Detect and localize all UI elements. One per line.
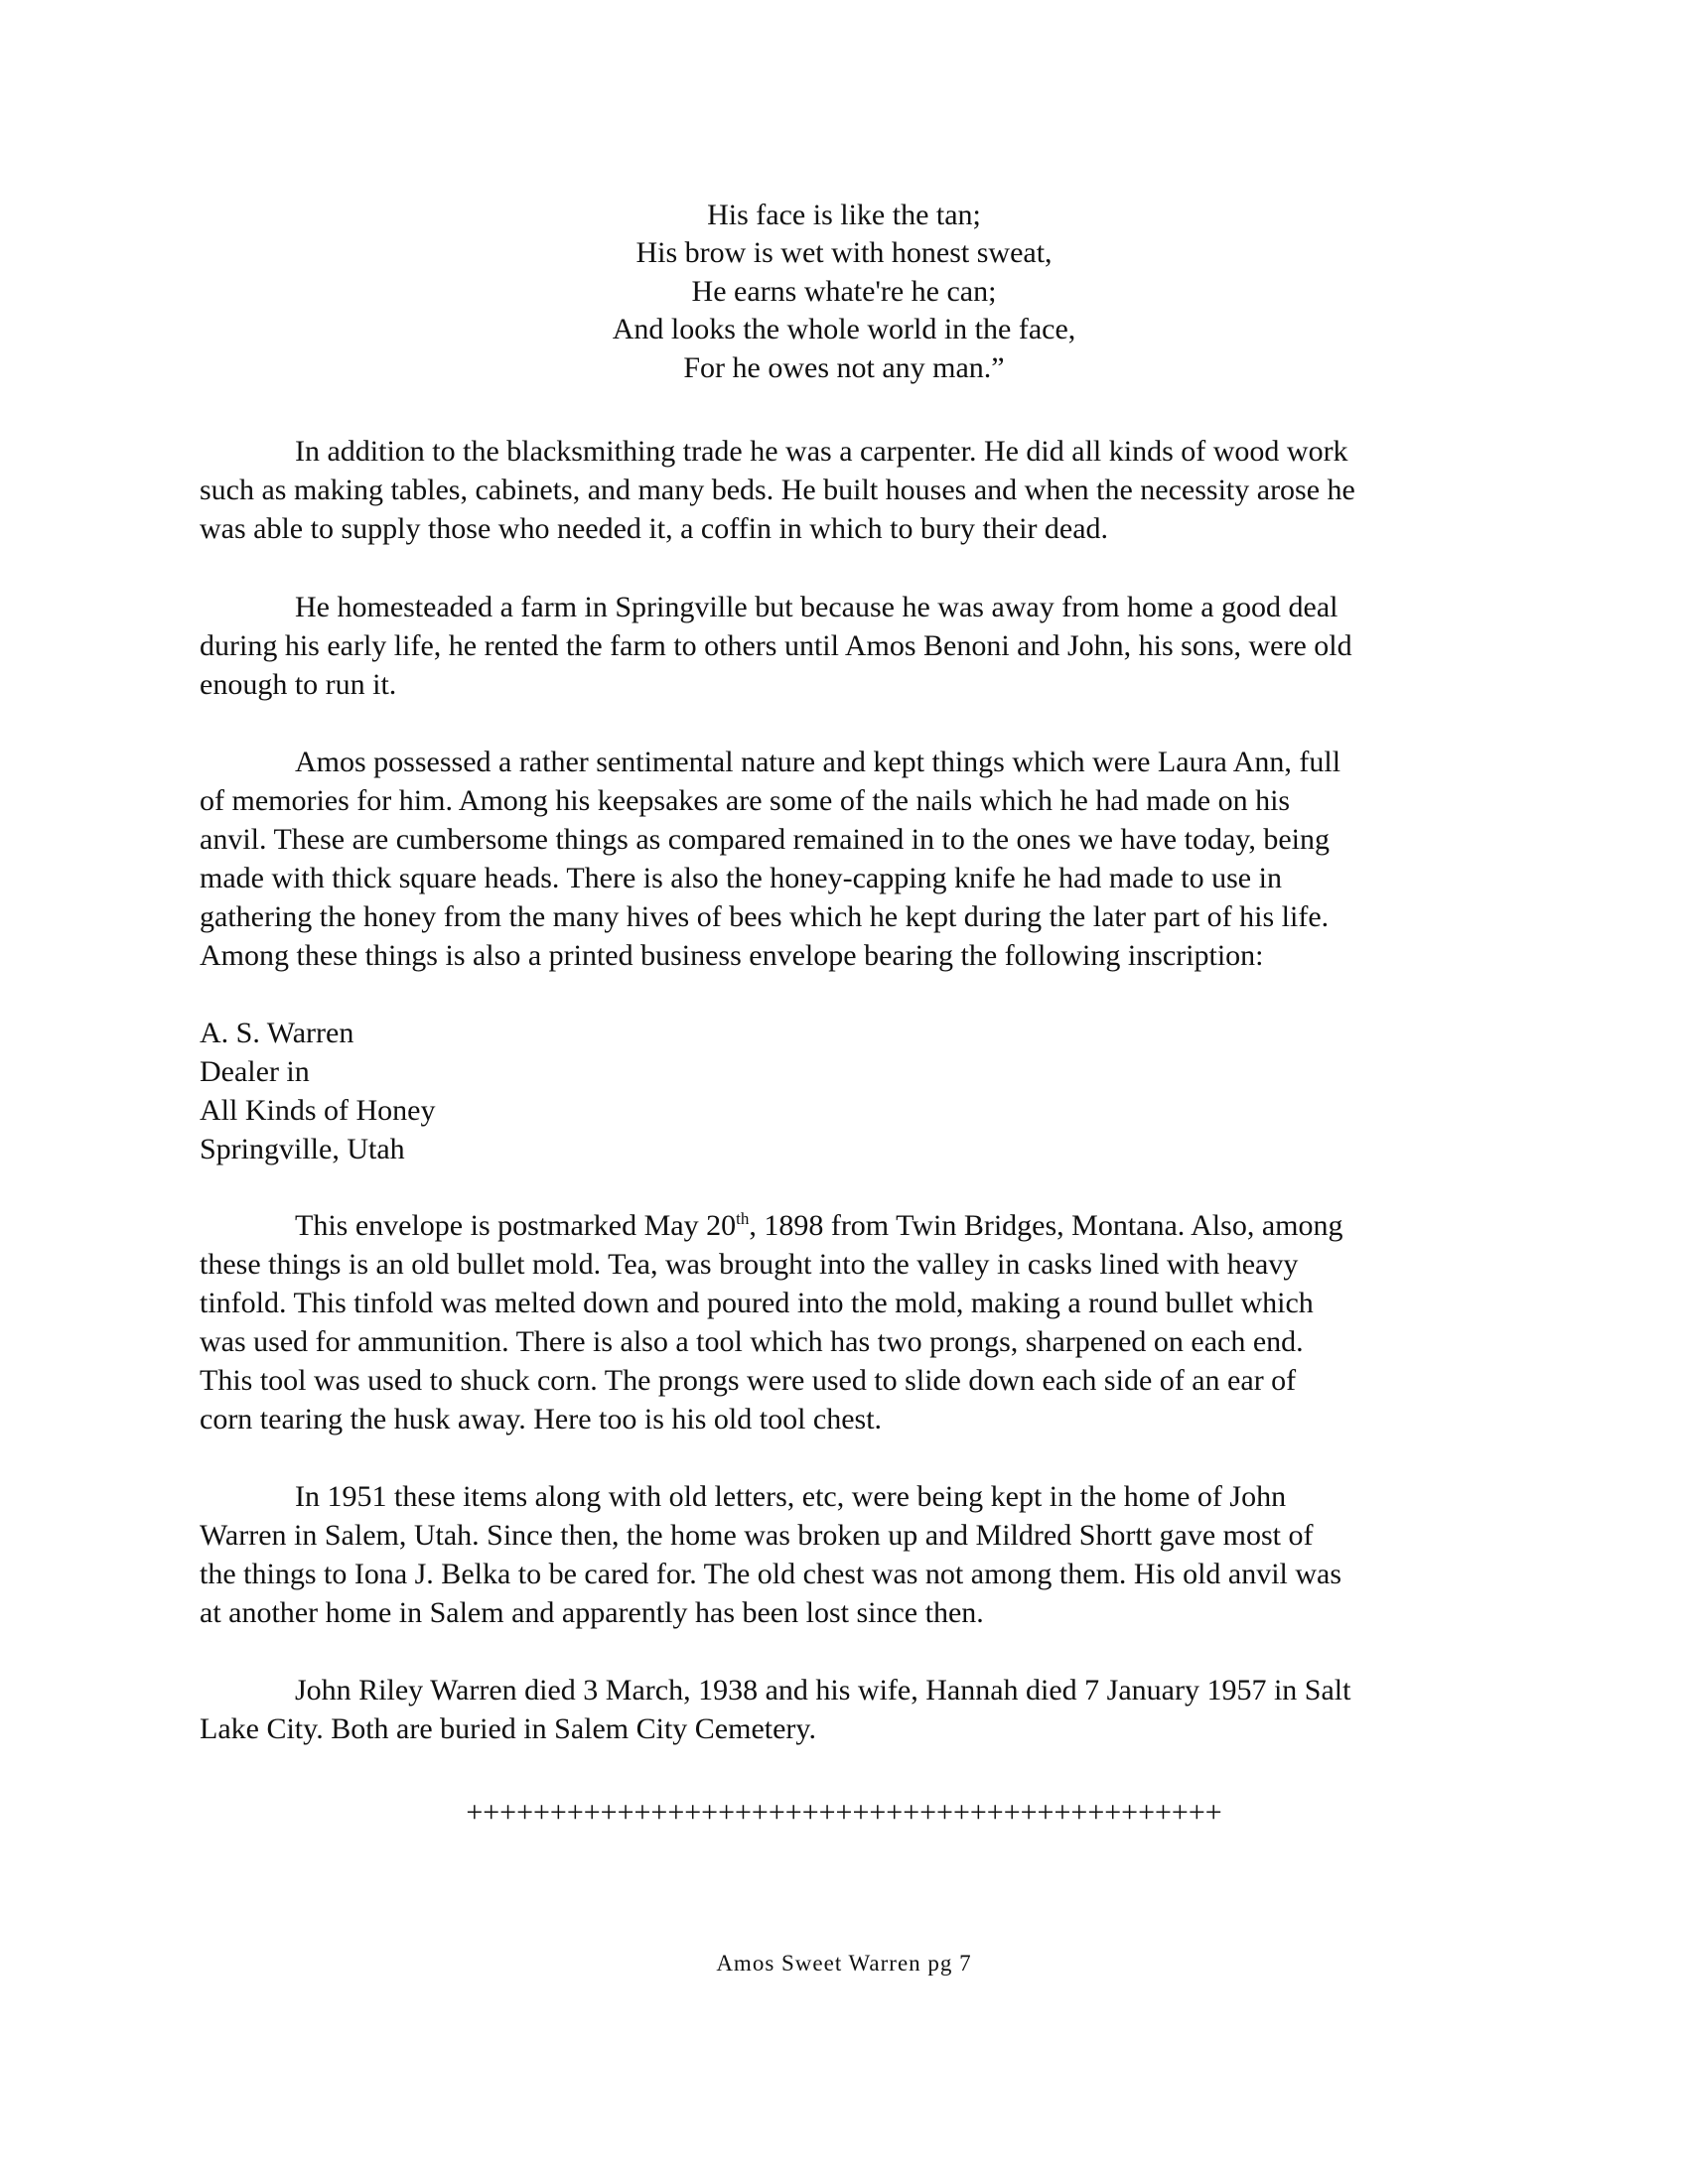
- paragraph-deaths: [200, 1671, 1485, 1748]
- inscription-line: A. S. Warren: [200, 1017, 354, 1049]
- text-line: Amos possessed a rather sentimental nature and kept things which were Laura Ann, full: [295, 746, 1341, 778]
- ordinal-suffix: th: [736, 1209, 750, 1228]
- paragraph-envelope: [200, 1206, 1485, 1438]
- paragraph-keepsakes: [200, 743, 1485, 975]
- text-fragment: This envelope is postmarked May 20: [295, 1209, 737, 1242]
- text-line: was used for ammunition. There is also a tool which has two prongs, sharpened on each end.: [200, 1325, 1304, 1358]
- poem-line: His brow is wet with honest sweat,: [635, 236, 1053, 270]
- text-line: of memories for him. Among his keepsakes are some of the nails which he had made on his: [200, 784, 1291, 817]
- section-divider: +++++++++++++++++++++++++++++++++++++++++++++: [466, 1796, 1222, 1829]
- text-line: these things is an old bullet mold. Tea, was brought into the valley in casks lined with heavy: [200, 1248, 1299, 1281]
- text-line: during his early life, he rented the farm to others until Amos Benoni and John, his sons, were old: [200, 629, 1352, 662]
- inscription-line: All Kinds of Honey: [200, 1094, 436, 1127]
- text-line: enough to run it.: [200, 668, 397, 701]
- text-line: Warren in Salem, Utah. Since then, the home was broken up and Mildred Shortt gave most of: [200, 1519, 1314, 1552]
- poem-line: For he owes not any man.”: [683, 350, 1005, 384]
- inscription-line: Dealer in: [200, 1055, 310, 1088]
- poem-line: And looks the whole world in the face,: [612, 313, 1076, 346]
- text-line: [200, 1206, 1485, 1245]
- text-line: He homesteaded a farm in Springville but because he was away from home a good deal: [295, 591, 1338, 623]
- text-line: John Riley Warren died 3 March, 1938 and his wife, Hannah died 7 January 1957 in Salt: [295, 1674, 1351, 1706]
- poem-line: He earns whate're he can;: [691, 274, 997, 308]
- poem-stanza: [0, 197, 1688, 387]
- text-line: corn tearing the husk away. Here too is his old tool chest.: [200, 1403, 883, 1435]
- inscription-line: Springville, Utah: [200, 1133, 405, 1165]
- page-footer: Amos Sweet Warren pg 7: [716, 1951, 972, 1976]
- text-line: Among these things is also a printed business envelope bearing the following inscription:: [200, 939, 1264, 972]
- text-line: In addition to the blacksmithing trade he was a carpenter. He did all kinds of wood work: [295, 435, 1348, 468]
- text-line: anvil. These are cumbersome things as compared remained in to the ones we have today, being: [200, 823, 1330, 856]
- text-line: This tool was used to shuck corn. The prongs were used to slide down each side of an ear of: [200, 1364, 1297, 1397]
- text-line: was able to supply those who needed it, a coffin in which to bury their dead.: [200, 512, 1109, 545]
- text-line: Lake City. Both are buried in Salem City Cemetery.: [200, 1712, 816, 1745]
- text-line: the things to Iona J. Belka to be cared for. The old chest was not among them. His old anvil was: [200, 1558, 1342, 1590]
- text-line: In 1951 these items along with old letters, etc, were being kept in the home of John: [295, 1480, 1287, 1513]
- text-line: at another home in Salem and apparently has been lost since then.: [200, 1596, 984, 1629]
- envelope-inscription: [200, 1014, 1485, 1168]
- text-line: made with thick square heads. There is also the honey-capping knife he had made to use in: [200, 862, 1282, 894]
- paragraph-carpentry: [200, 432, 1485, 548]
- text-line: such as making tables, cabinets, and many beds. He built houses and when the necessity arose he: [200, 474, 1355, 506]
- text-line: tinfold. This tinfold was melted down and poured into the mold, making a round bullet which: [200, 1287, 1314, 1319]
- text-line: gathering the honey from the many hives of bees which he kept during the later part of his life.: [200, 900, 1330, 933]
- poem-line: His face is like the tan;: [707, 199, 981, 231]
- text-fragment: , 1898 from Twin Bridges, Montana. Also, among: [749, 1209, 1343, 1242]
- paragraph-items-1951: [200, 1477, 1485, 1632]
- paragraph-homestead: [200, 588, 1485, 704]
